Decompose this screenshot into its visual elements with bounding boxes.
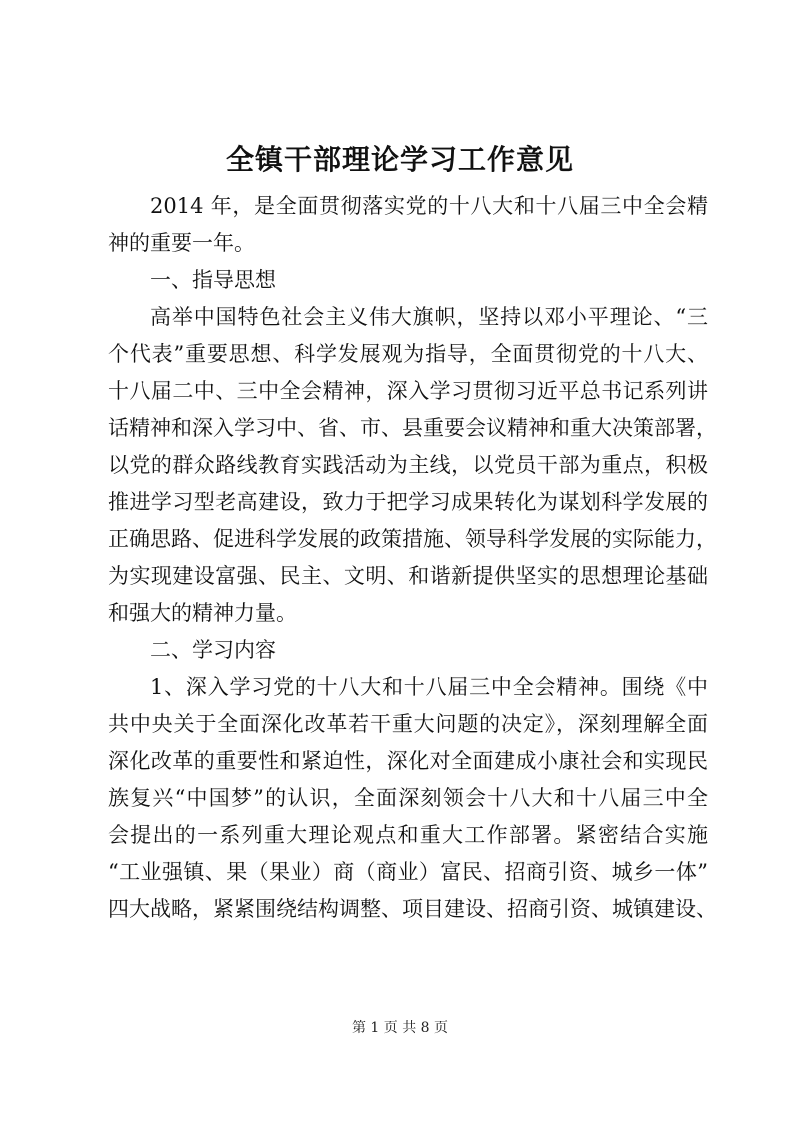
body-line: “工业强镇、果（果业）商（商业）富民、招商引资、城乡一体” [108, 860, 708, 884]
body-line: 话精神和深入学习中、省、市、县重要会议精神和重大决策部署， [108, 416, 717, 440]
body-line: 为实现建设富强、民主、文明、和谐新提供坚实的思想理论基础 [108, 564, 708, 588]
page-footer: 第 1 页 共 8 页 [351, 1020, 449, 1036]
document-body [108, 188, 717, 928]
document-title: 全镇干部理论学习工作意见 [225, 143, 574, 176]
body-line: 推进学习型老高建设，致力于把学习成果转化为谋划科学发展的 [108, 490, 708, 514]
section-heading: 二、学习内容 [150, 638, 276, 662]
body-line: 神的重要一年。 [108, 231, 255, 255]
body-line: 会提出的一系列重大理论观点和重大工作部署。紧密结合实施 [108, 823, 708, 847]
section-heading: 一、指导思想 [150, 268, 276, 292]
body-line: 正确思路、促进科学发展的政策措施、领导科学发展的实际能力， [108, 527, 717, 551]
body-line: 2014 年，是全面贯彻落实党的十八大和十八届三中全会精 [150, 194, 708, 218]
body-line: 1、深入学习党的十八大和十八届三中全会精神。围绕《中 [150, 675, 708, 699]
body-line: 高举中国特色社会主义伟大旗帜，坚持以邓小平理论、“三 [150, 305, 708, 329]
body-line: 以党的群众路线教育实践活动为主线，以党员干部为重点，积极 [108, 453, 708, 477]
body-line: 个代表”重要思想、科学发展观为指导，全面贯彻党的十八大、 [108, 342, 708, 366]
body-line: 和强大的精神力量。 [108, 601, 297, 625]
body-line: 共中央关于全面深化改革若干重大问题的决定》，深刻理解全面 [108, 712, 708, 736]
body-line: 族复兴“中国梦”的认识，全面深刻领会十八大和十八届三中全 [108, 786, 708, 810]
body-line: 四大战略，紧紧围绕结构调整、项目建设、招商引资、城镇建设、 [108, 897, 717, 921]
body-line: 十八届二中、三中全会精神，深入学习贯彻习近平总书记系列讲 [108, 379, 708, 403]
body-line: 深化改革的重要性和紧迫性，深化对全面建成小康社会和实现民 [108, 749, 708, 773]
